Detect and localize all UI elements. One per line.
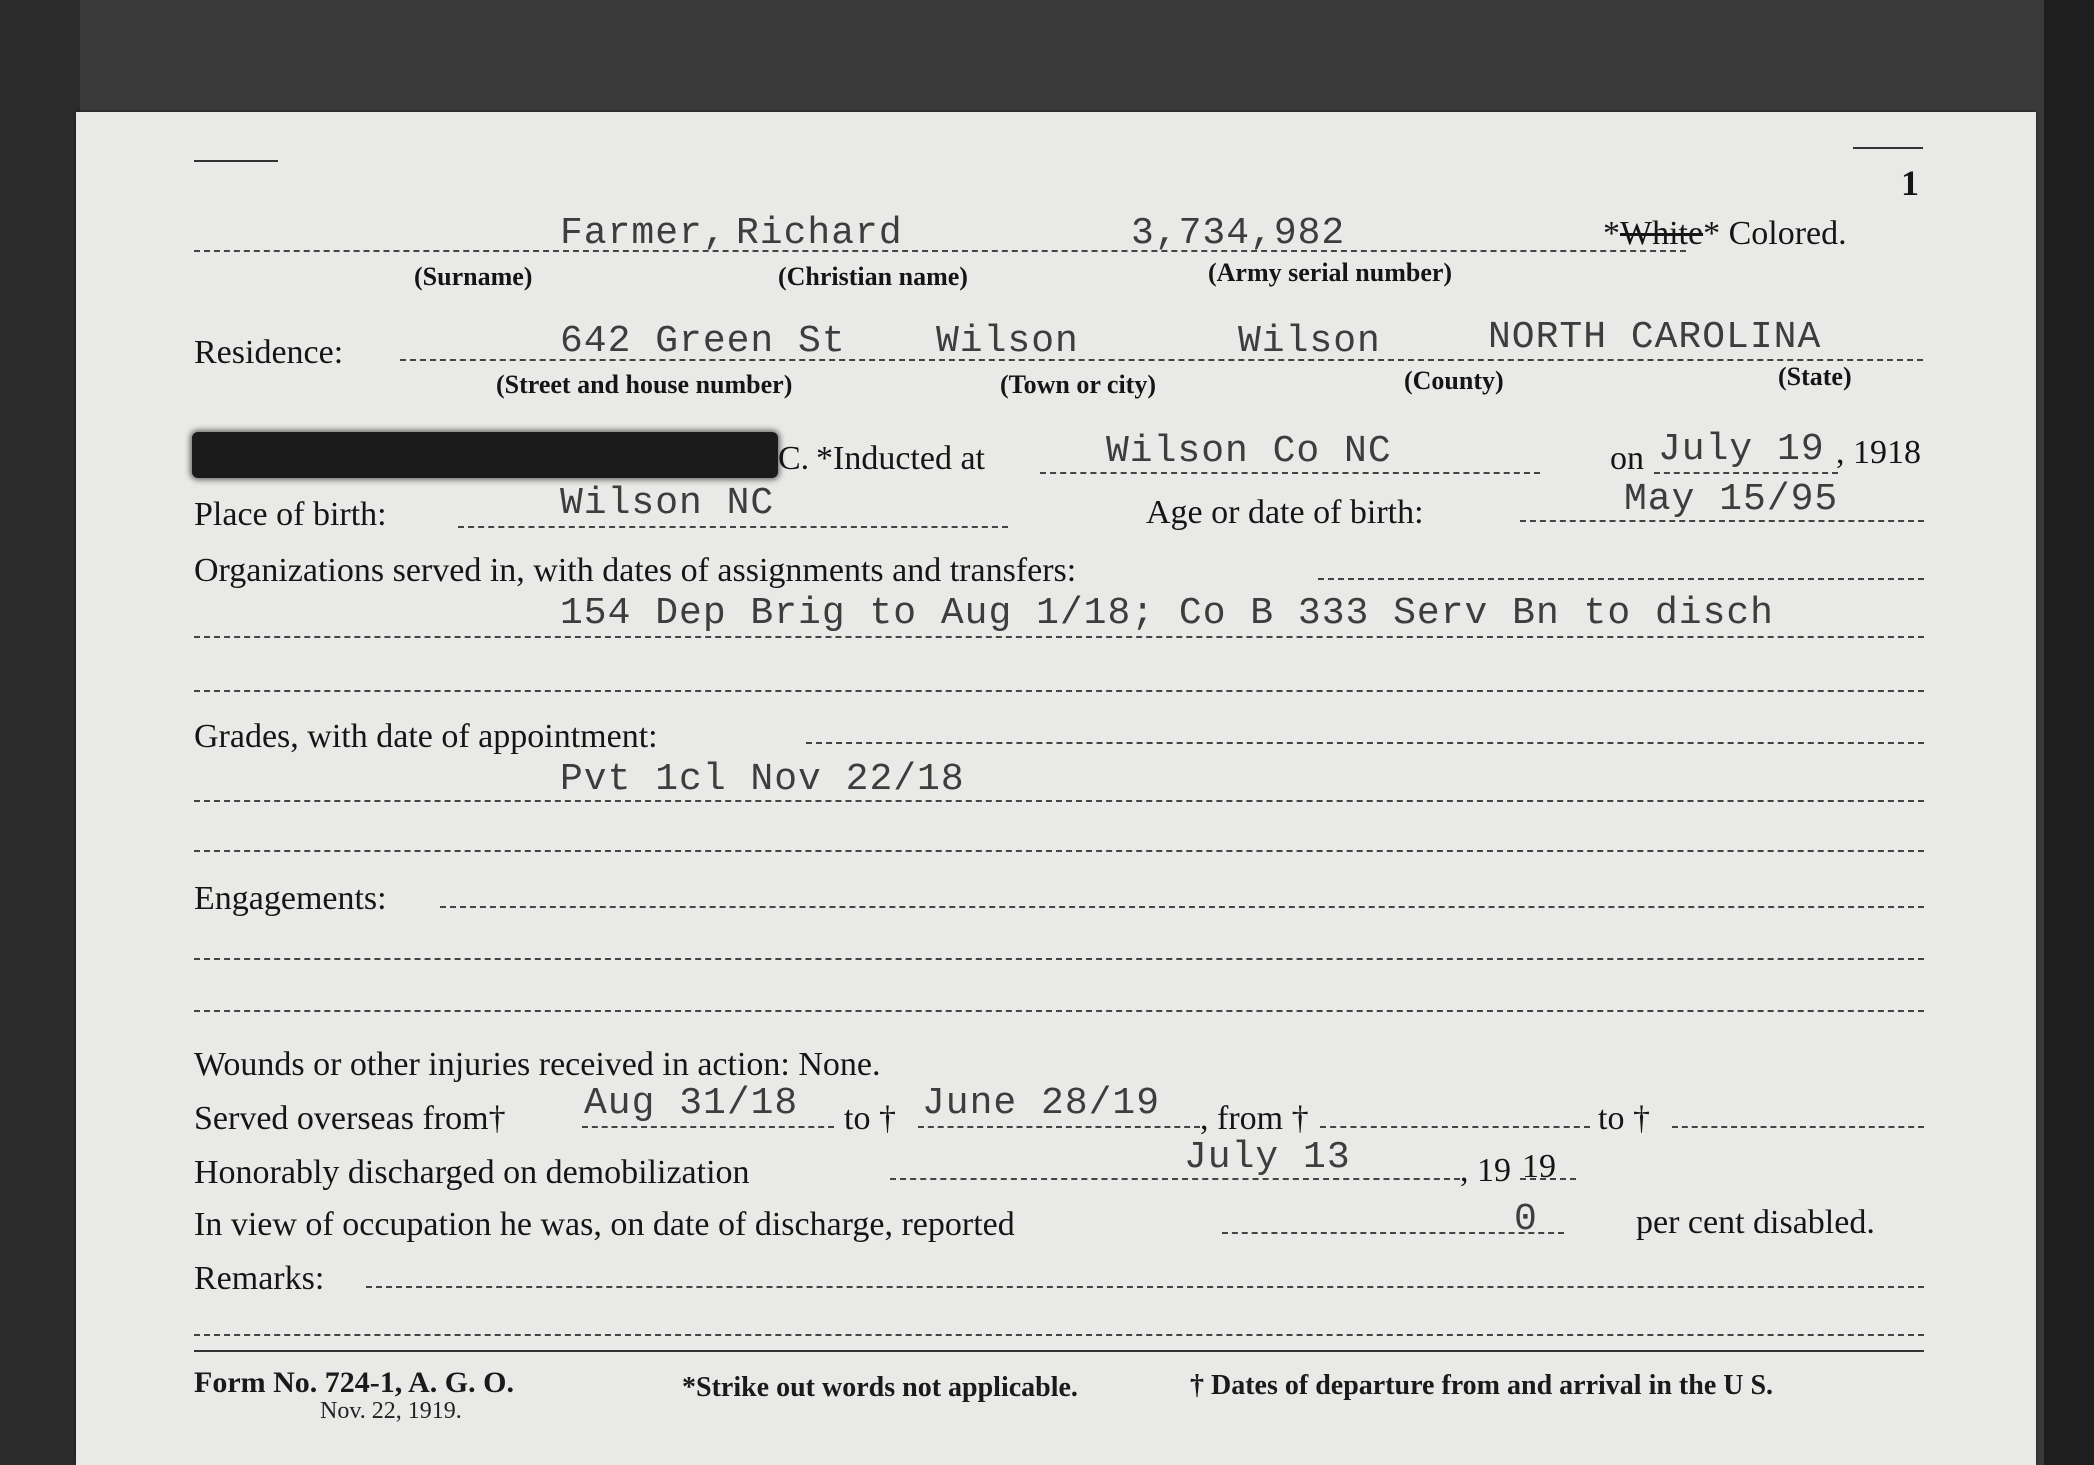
race-star-2: * <box>1703 215 1721 252</box>
induction-date-value: July 19 <box>1658 428 1825 471</box>
race-star: * <box>1603 215 1620 252</box>
discharge-label: Honorably discharged on demobilization <box>194 1154 750 1191</box>
serial-number-value: 3,734,982 <box>1131 212 1346 255</box>
dagger-4: † <box>1632 1100 1650 1137</box>
age-value: May 15/95 <box>1624 478 1839 521</box>
form-date: Nov. 22, 1919. <box>320 1398 462 1424</box>
disability-line <box>1222 1232 1564 1234</box>
state-value: NORTH CAROLINA <box>1488 316 1822 359</box>
footnote-dates: † Dates of departure from and arrival in the U S. <box>1190 1370 1774 1401</box>
c-suffix: C. <box>778 440 810 477</box>
wounds-label-text: Wounds or other injuries received in action: <box>194 1046 790 1083</box>
grades-label: Grades, with date of appointment: <box>194 718 658 755</box>
age-label: Age or date of birth: <box>1146 494 1424 531</box>
street-label: (Street and house number) <box>496 370 793 399</box>
residence-label: Residence: <box>194 334 344 371</box>
inducted-label: *Inducted at <box>816 440 985 477</box>
dagger-2: † <box>878 1100 896 1137</box>
form-number: Form No. 724-1, A. G. O. <box>194 1366 514 1399</box>
to-text: to <box>844 1100 871 1137</box>
to2-text: to <box>1598 1100 1625 1137</box>
card-number: 1 <box>1901 163 1919 203</box>
dagger-3: † <box>1291 1100 1309 1137</box>
dagger-1: † <box>488 1100 506 1137</box>
county-value: Wilson <box>1238 320 1381 363</box>
place-of-birth-line <box>458 526 1008 528</box>
remarks-line-2 <box>194 1334 1924 1336</box>
christian-name-value: Richard <box>736 212 903 255</box>
overseas-from2-line <box>1320 1126 1590 1128</box>
discharge-year-prefix: , 19 <box>1460 1152 1511 1189</box>
wounds-label <box>194 1046 881 1084</box>
on-label: on <box>1610 440 1644 477</box>
organizations-line-2 <box>194 636 1924 638</box>
surname-value: Farmer, <box>560 212 727 255</box>
service-record-card <box>76 112 2036 1465</box>
engagements-line-1 <box>440 906 1924 908</box>
overseas-from2-label <box>1200 1100 1309 1138</box>
induction-date-line <box>1654 472 1838 474</box>
overseas-to2-label <box>1598 1100 1650 1138</box>
disability-label: In view of occupation he was, on date of discharge, reported <box>194 1206 1015 1243</box>
organizations-line-1 <box>1318 578 1924 580</box>
overseas-to-value: June 28/19 <box>922 1082 1161 1125</box>
overseas-to-line <box>918 1126 1200 1128</box>
inducted-place-value: Wilson Co NC <box>1106 430 1392 473</box>
redaction-block <box>192 432 778 478</box>
serial-number-label: (Army serial number) <box>1208 258 1453 287</box>
name-line <box>194 250 1686 252</box>
induction-year: , 1918 <box>1836 434 1921 471</box>
street-value: 642 Green St <box>560 320 846 363</box>
state-label: (State) <box>1778 362 1852 391</box>
remarks-line-1 <box>366 1286 1924 1288</box>
background-right <box>2044 0 2094 1465</box>
discharge-year-value: 19 <box>1522 1148 1556 1185</box>
race-colored: Colored. <box>1728 215 1847 252</box>
discharge-date-value: July 13 <box>1184 1136 1351 1179</box>
place-of-birth-value: Wilson NC <box>560 482 775 525</box>
county-label: (County) <box>1404 366 1504 395</box>
wounds-value: None. <box>798 1046 881 1083</box>
race-white-struck: White <box>1620 215 1704 252</box>
disability-value: 0 <box>1514 1198 1538 1241</box>
top-right-rule <box>1853 147 1923 149</box>
overseas-label <box>194 1100 506 1138</box>
grades-line-2 <box>194 800 1924 802</box>
grades-line-1 <box>806 742 1924 744</box>
engagements-line-2 <box>194 958 1924 960</box>
overseas-from-value: Aug 31/18 <box>584 1082 799 1125</box>
top-left-rule <box>194 160 278 162</box>
town-label: (Town or city) <box>1000 370 1156 399</box>
surname-label: (Surname) <box>414 262 533 291</box>
christian-name-label: (Christian name) <box>778 262 968 291</box>
race-field <box>1603 215 1847 253</box>
footnote-strike: *Strike out words not applicable. <box>682 1372 1078 1403</box>
overseas-to-label <box>844 1100 896 1138</box>
remarks-label: Remarks: <box>194 1260 325 1297</box>
footer-rule <box>194 1350 1924 1352</box>
disability-suffix: per cent disabled. <box>1636 1204 1875 1241</box>
overseas-label-text: Served overseas from <box>194 1100 489 1137</box>
discharge-line <box>890 1178 1460 1180</box>
organizations-line-3 <box>194 690 1924 692</box>
overseas-from-line <box>582 1126 834 1128</box>
place-of-birth-label: Place of birth: <box>194 496 387 533</box>
town-value: Wilson <box>936 320 1079 363</box>
engagements-line-3 <box>194 1010 1924 1012</box>
grades-value: Pvt 1cl Nov 22/18 <box>560 758 965 801</box>
organizations-label: Organizations served in, with dates of assignments and transfers: <box>194 552 1077 589</box>
grades-line-3 <box>194 850 1924 852</box>
background-left <box>0 0 80 1465</box>
organizations-value: 154 Dep Brig to Aug 1/18; Co B 333 Serv Bn to disch <box>560 592 1774 635</box>
overseas-to2-line <box>1672 1126 1924 1128</box>
engagements-label: Engagements: <box>194 880 387 917</box>
from-text: , from <box>1200 1100 1284 1137</box>
